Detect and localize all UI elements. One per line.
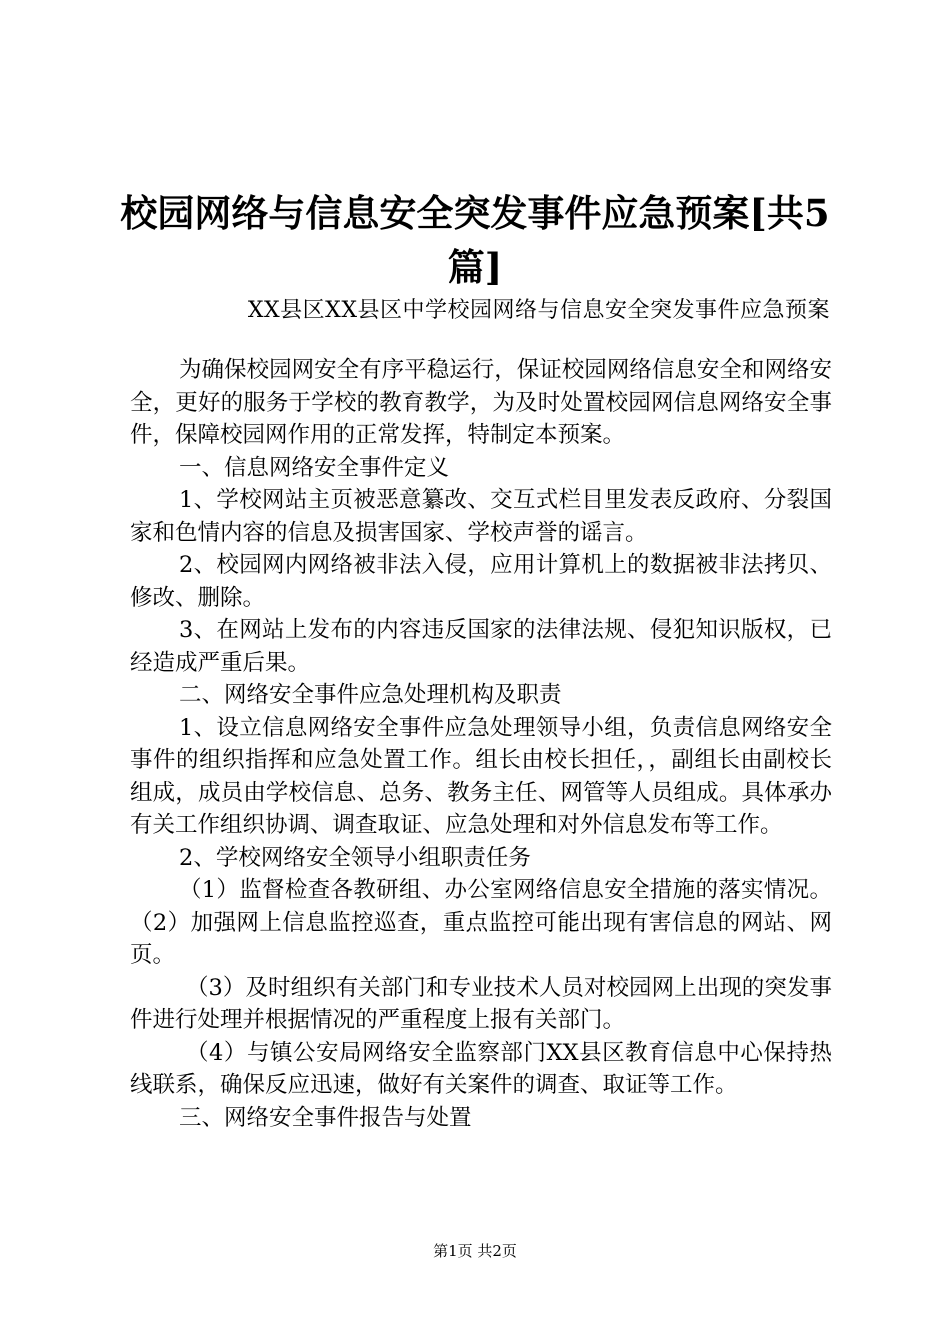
paragraph-item: 2、学校网络安全领导小组职责任务 [179, 844, 531, 871]
paragraph-item: 1、学校网站主页被恶意纂改、交互式栏目里发表反政府、分裂国家和色情内容的信息及损害国家、学校声誉的谣言。 [130, 487, 832, 546]
paragraph-item: （4）与镇公安局网络安全监察部门XX县区教育信息中心保持热线联系，确保反应迅速，做好有关案件的调查、取证等工作。 [130, 1039, 832, 1098]
section-heading-3: 三、网络安全事件报告与处置 [179, 1104, 472, 1131]
section-heading-2: 二、网络安全事件应急处理机构及职责 [179, 682, 562, 708]
paragraph-item: 1、设立信息网络安全事件应急处理领导小组，负责信息网络安全事件的组织指挥和应急处置工作。组长由校长担任，，副组长由副校长组成，成员由学校信息、总务、教务主任、网管等人员组成。具体承办有关工作组织协调、调查取证、应急处理和对外信息发布等工作。 [130, 714, 832, 838]
document-title: 校园网络与信息安全突发事件应急预案[共5篇] [120, 191, 830, 289]
paragraph-item: 2、校园网内网络被非法入侵，应用计算机上的数据被非法拷贝、修改、删除。 [130, 552, 832, 611]
document-body [130, 354, 832, 1134]
paragraph-item: （1）监督检查各教研组、办公室网络信息安全措施的落实情况。（2）加强网上信息监控巡查，重点监控可能出现有害信息的网站、网页。 [130, 877, 832, 968]
page-footer [0, 1240, 950, 1262]
paragraph-item: （3）及时组织有关部门和专业技术人员对校园网上出现的突发事件进行处理并根据情况的严重程度上报有关部门。 [130, 974, 832, 1033]
paragraph-item: 3、在网站上发布的内容违反国家的法律法规、侵犯知识版权，已经造成严重后果。 [130, 617, 832, 676]
page-number: 第1页 共2页 [433, 1242, 517, 1260]
document-subtitle: XX县区XX县区中学校园网络与信息安全突发事件应急预案 [247, 298, 830, 323]
paragraph-intro: 为确保校园网安全有序平稳运行，保证校园网络信息安全和网络安全，更好的服务于学校的教育教学，为及时处置校园网信息网络安全事件，保障校园网作用的正常发挥，特制定本预案。 [130, 357, 832, 448]
section-heading-1: 一、信息网络安全事件定义 [179, 454, 450, 481]
